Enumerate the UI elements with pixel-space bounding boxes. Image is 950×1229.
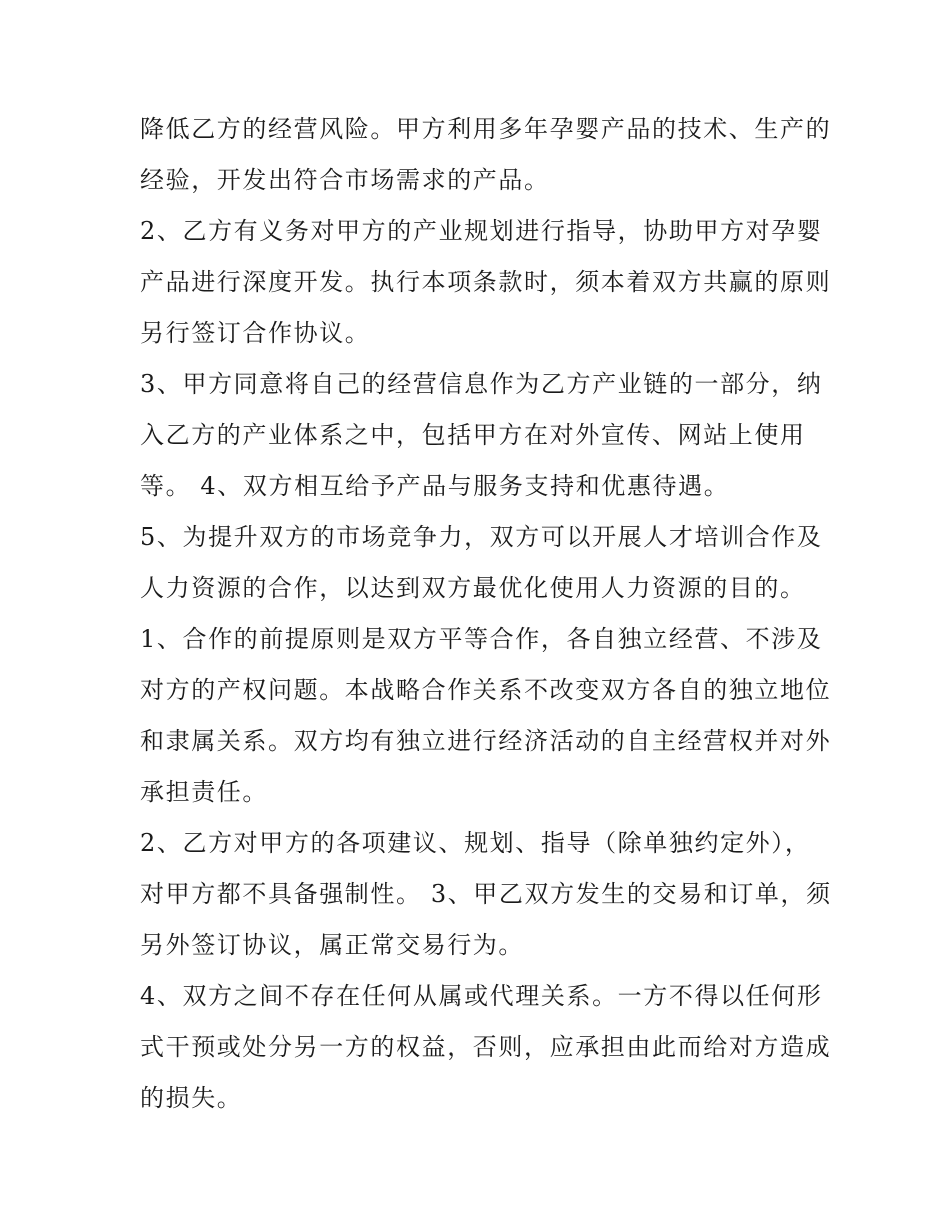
text-line: 另行签订合作协议。 [140,319,371,347]
text-line: 人力资源的合作，以达到双方最优化使用人力资源的目的。 [140,574,806,602]
text-line: 5、为提升双方的市场竞争力，双方可以开展人才培训合作及 [140,523,823,551]
text-line: 4、双方之间不存在任何从属或代理关系。一方不得以任何形 [140,982,823,1010]
text-line: 承担责任。 [140,778,268,806]
text-line: 1、合作的前提原则是双方平等合作，各自独立经营、不涉及 [140,625,823,653]
text-line: 2、乙方对甲方的各项建议、规划、指导（除单独约定外）， [140,829,811,857]
text-line: 对甲方都不具备强制性。 3、甲乙双方发生的交易和订单，须 [140,880,832,908]
text-line: 等。 4、双方相互给予产品与服务支持和优惠待遇。 [140,472,730,500]
text-line: 经验，开发出符合市场需求的产品。 [140,166,550,194]
text-line: 入乙方的产业体系之中，包括甲方在对外宣传、网站上使用 [140,421,806,449]
text-line: 和隶属关系。双方均有独立进行经济活动的自主经营权并对外 [140,727,832,755]
text-line: 2、乙方有义务对甲方的产业规划进行指导，协助甲方对孕婴 [140,217,823,245]
text-line: 另外签订协议，属正常交易行为。 [140,931,524,959]
document-body [140,104,832,1124]
text-line: 的损失。 [140,1084,243,1112]
text-line: 产品进行深度开发。执行本项条款时，须本着双方共赢的原则 [140,268,832,296]
text-line: 对方的产权问题。本战略合作关系不改变双方各自的独立地位 [140,676,832,704]
text-line: 3、甲方同意将自己的经营信息作为乙方产业链的一部分，纳 [140,370,823,398]
text-line: 降低乙方的经营风险。甲方利用多年孕婴产品的技术、生产的 [140,115,832,143]
text-line: 式干预或处分另一方的权益，否则，应承担由此而给对方造成 [140,1033,832,1061]
